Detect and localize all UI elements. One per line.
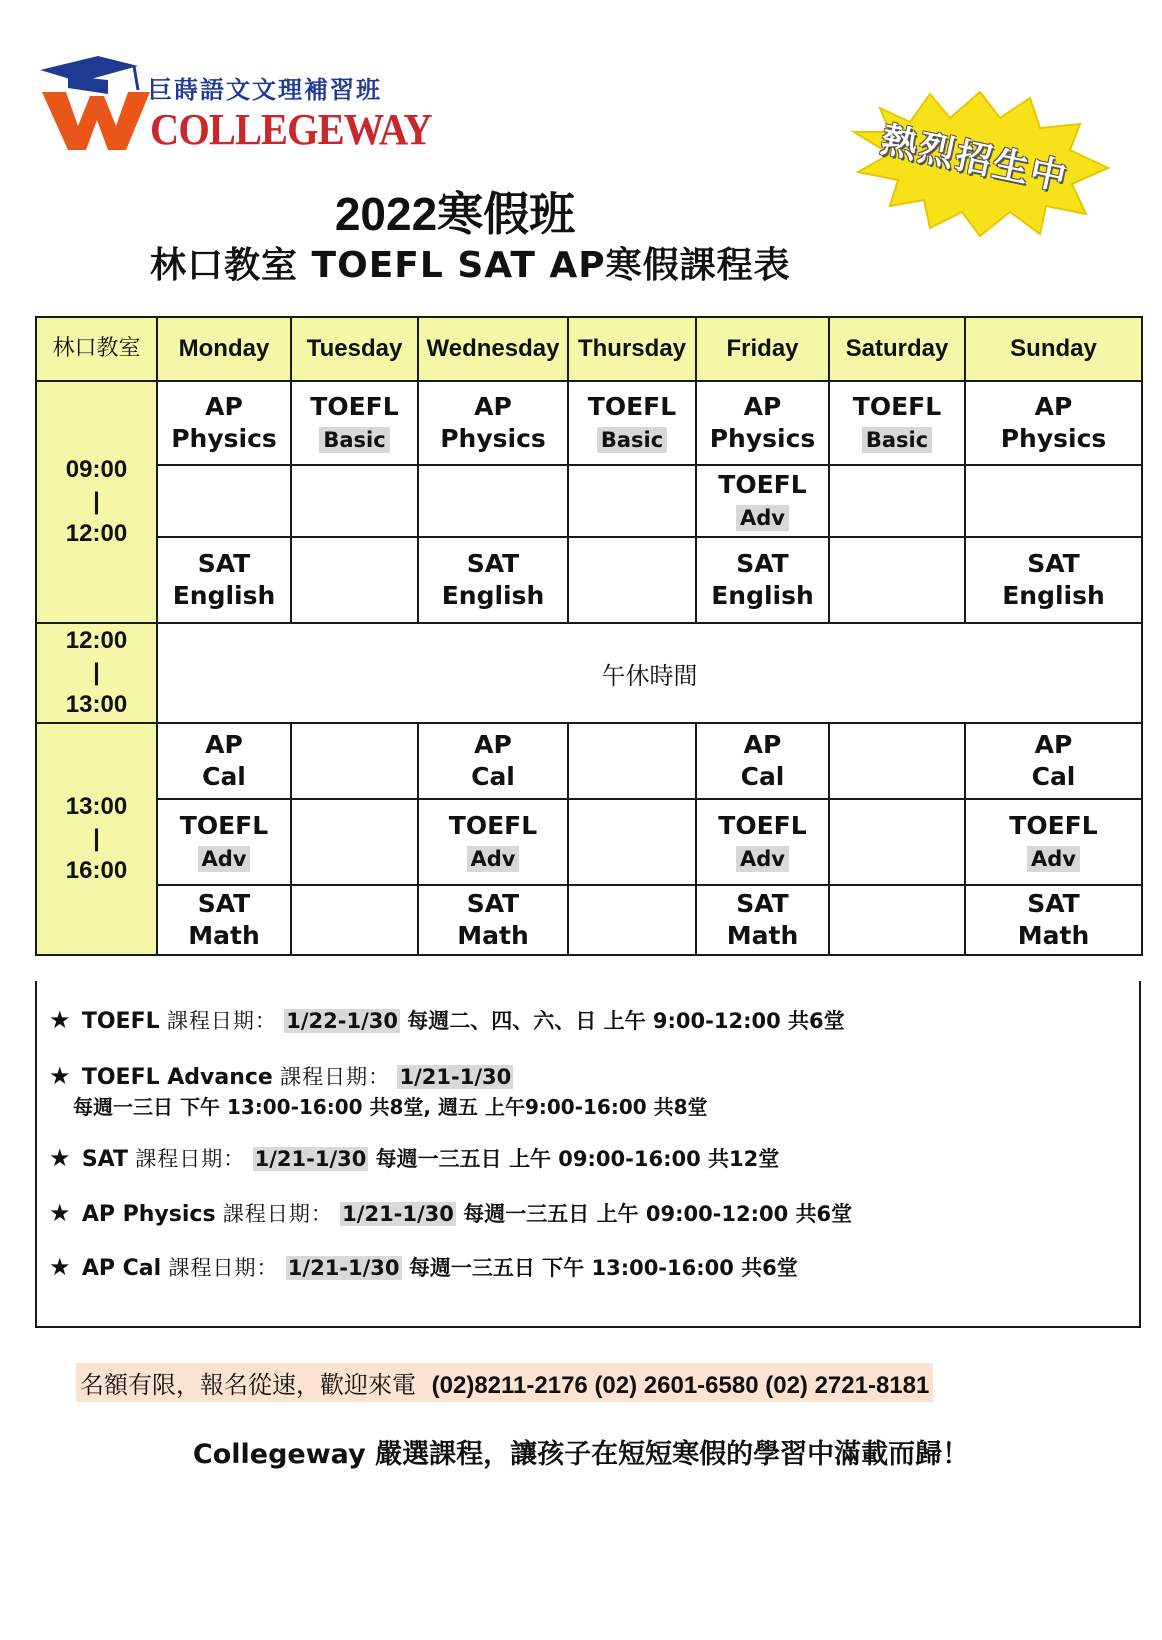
empty-cell <box>829 537 965 623</box>
header-row <box>36 317 1142 381</box>
note-sat: ★ SAT 課程日期： 1/21-1/30 每週一三五日 上午 09:00-16:00 共12堂 <box>49 1144 780 1172</box>
note-toefl-advance-detail: 每週一三日 下午 13:00-16:00 共8堂, 週五 上午9:00-16:00 共8堂 <box>73 1095 708 1119</box>
star-icon: ★ <box>49 1144 71 1172</box>
empty-cell <box>568 885 696 955</box>
time-slot-lunch: 12:00 | 13:00 <box>36 623 157 723</box>
empty-cell <box>418 465 568 537</box>
time-slot-afternoon: 13:00 | 16:00 <box>36 723 157 955</box>
empty-cell <box>829 885 965 955</box>
logo-chinese-name: 巨蒔語文文理補習班 <box>148 75 382 104</box>
course-ap-cal: AP Cal <box>696 723 829 799</box>
slogan: Collegeway 嚴選課程，讓孩子在短短寒假的學習中滿載而歸！ <box>192 1439 970 1470</box>
empty-cell <box>291 537 418 623</box>
lunch-break-label: 午休時間 <box>157 623 1142 723</box>
course-ap-physics: AP Physics <box>965 381 1142 465</box>
empty-cell <box>568 799 696 885</box>
empty-cell <box>568 537 696 623</box>
day-thursday: Thursday <box>568 317 696 381</box>
day-saturday: Saturday <box>829 317 965 381</box>
enrollment-badge: 熱烈招生中 <box>877 119 1072 200</box>
lunch-row <box>36 623 1142 723</box>
empty-cell <box>829 465 965 537</box>
morning-row-3 <box>36 537 1142 623</box>
empty-cell <box>291 799 418 885</box>
afternoon-row-1 <box>36 723 1142 799</box>
contact-phones: (02)8211-2176 (02) 2601-6580 (02) 2721-8181 <box>431 1372 930 1399</box>
afternoon-row-3 <box>36 885 1142 955</box>
star-icon: ★ <box>49 1199 71 1227</box>
course-sat-english: SAT English <box>418 537 568 623</box>
course-ap-physics: AP Physics <box>696 381 829 465</box>
note-toefl: ★ TOEFL 課程日期： 1/22-1/30 每週二、四、六、日 上午 9:00-12:00 共6堂 <box>49 1006 845 1034</box>
contact-text: 名額有限，報名從速，歡迎來電 <box>80 1371 416 1399</box>
course-sat-math: SAT Math <box>418 885 568 955</box>
course-ap-physics: AP Physics <box>418 381 568 465</box>
empty-cell <box>157 465 291 537</box>
course-toefl-adv: TOEFL Adv <box>157 799 291 885</box>
note-ap-cal: ★ AP Cal 課程日期： 1/21-1/30 每週一三五日 下午 13:00-16:00 共6堂 <box>49 1253 798 1281</box>
course-ap-cal: AP Cal <box>418 723 568 799</box>
time-slot-morning: 09:00 | 12:00 <box>36 381 157 623</box>
schedule-table <box>35 316 1143 956</box>
course-sat-english: SAT English <box>696 537 829 623</box>
empty-cell <box>291 885 418 955</box>
day-friday: Friday <box>696 317 829 381</box>
morning-row-2 <box>36 465 1142 537</box>
empty-cell <box>829 723 965 799</box>
empty-cell <box>965 465 1142 537</box>
course-toefl-adv: TOEFL Adv <box>418 799 568 885</box>
course-sat-english: SAT English <box>965 537 1142 623</box>
course-toefl-basic: TOEFL Basic <box>568 381 696 465</box>
course-sat-math: SAT Math <box>965 885 1142 955</box>
empty-cell <box>291 465 418 537</box>
course-toefl-adv: TOEFL Adv <box>965 799 1142 885</box>
course-toefl-basic: TOEFL Basic <box>291 381 418 465</box>
note-toefl-advance: ★ TOEFL Advance 課程日期： 1/21-1/30 <box>49 1062 512 1090</box>
day-monday: Monday <box>157 317 291 381</box>
course-ap-cal: AP Cal <box>965 723 1142 799</box>
day-wednesday: Wednesday <box>418 317 568 381</box>
star-icon: ★ <box>49 1253 71 1281</box>
course-notes-box <box>35 981 1141 1328</box>
note-ap-physics: ★ AP Physics 課程日期： 1/21-1/30 每週一三五日 上午 09:00-12:00 共6堂 <box>49 1199 853 1227</box>
morning-row-1 <box>36 381 1142 465</box>
course-toefl-adv: TOEFL Adv <box>696 799 829 885</box>
star-icon: ★ <box>49 1006 71 1034</box>
empty-cell <box>568 465 696 537</box>
course-toefl-basic: TOEFL Basic <box>829 381 965 465</box>
course-ap-cal: AP Cal <box>157 723 291 799</box>
afternoon-row-2 <box>36 799 1142 885</box>
logo-english-name: COLLEGEWAY <box>150 105 432 154</box>
empty-cell <box>291 723 418 799</box>
empty-cell <box>568 723 696 799</box>
empty-cell <box>829 799 965 885</box>
course-sat-math: SAT Math <box>157 885 291 955</box>
day-tuesday: Tuesday <box>291 317 418 381</box>
course-ap-physics: AP Physics <box>157 381 291 465</box>
day-sunday: Sunday <box>965 317 1142 381</box>
star-icon: ★ <box>49 1062 71 1090</box>
course-sat-english: SAT English <box>157 537 291 623</box>
page-subtitle: 林口教室 TOEFL SAT AP寒假課程表 <box>150 245 791 286</box>
course-toefl-adv: TOEFL Adv <box>696 465 829 537</box>
page-title: 2022寒假班 <box>334 188 576 240</box>
contact-line <box>76 1363 933 1402</box>
classroom-label: 林口教室 <box>36 317 157 381</box>
course-sat-math: SAT Math <box>696 885 829 955</box>
